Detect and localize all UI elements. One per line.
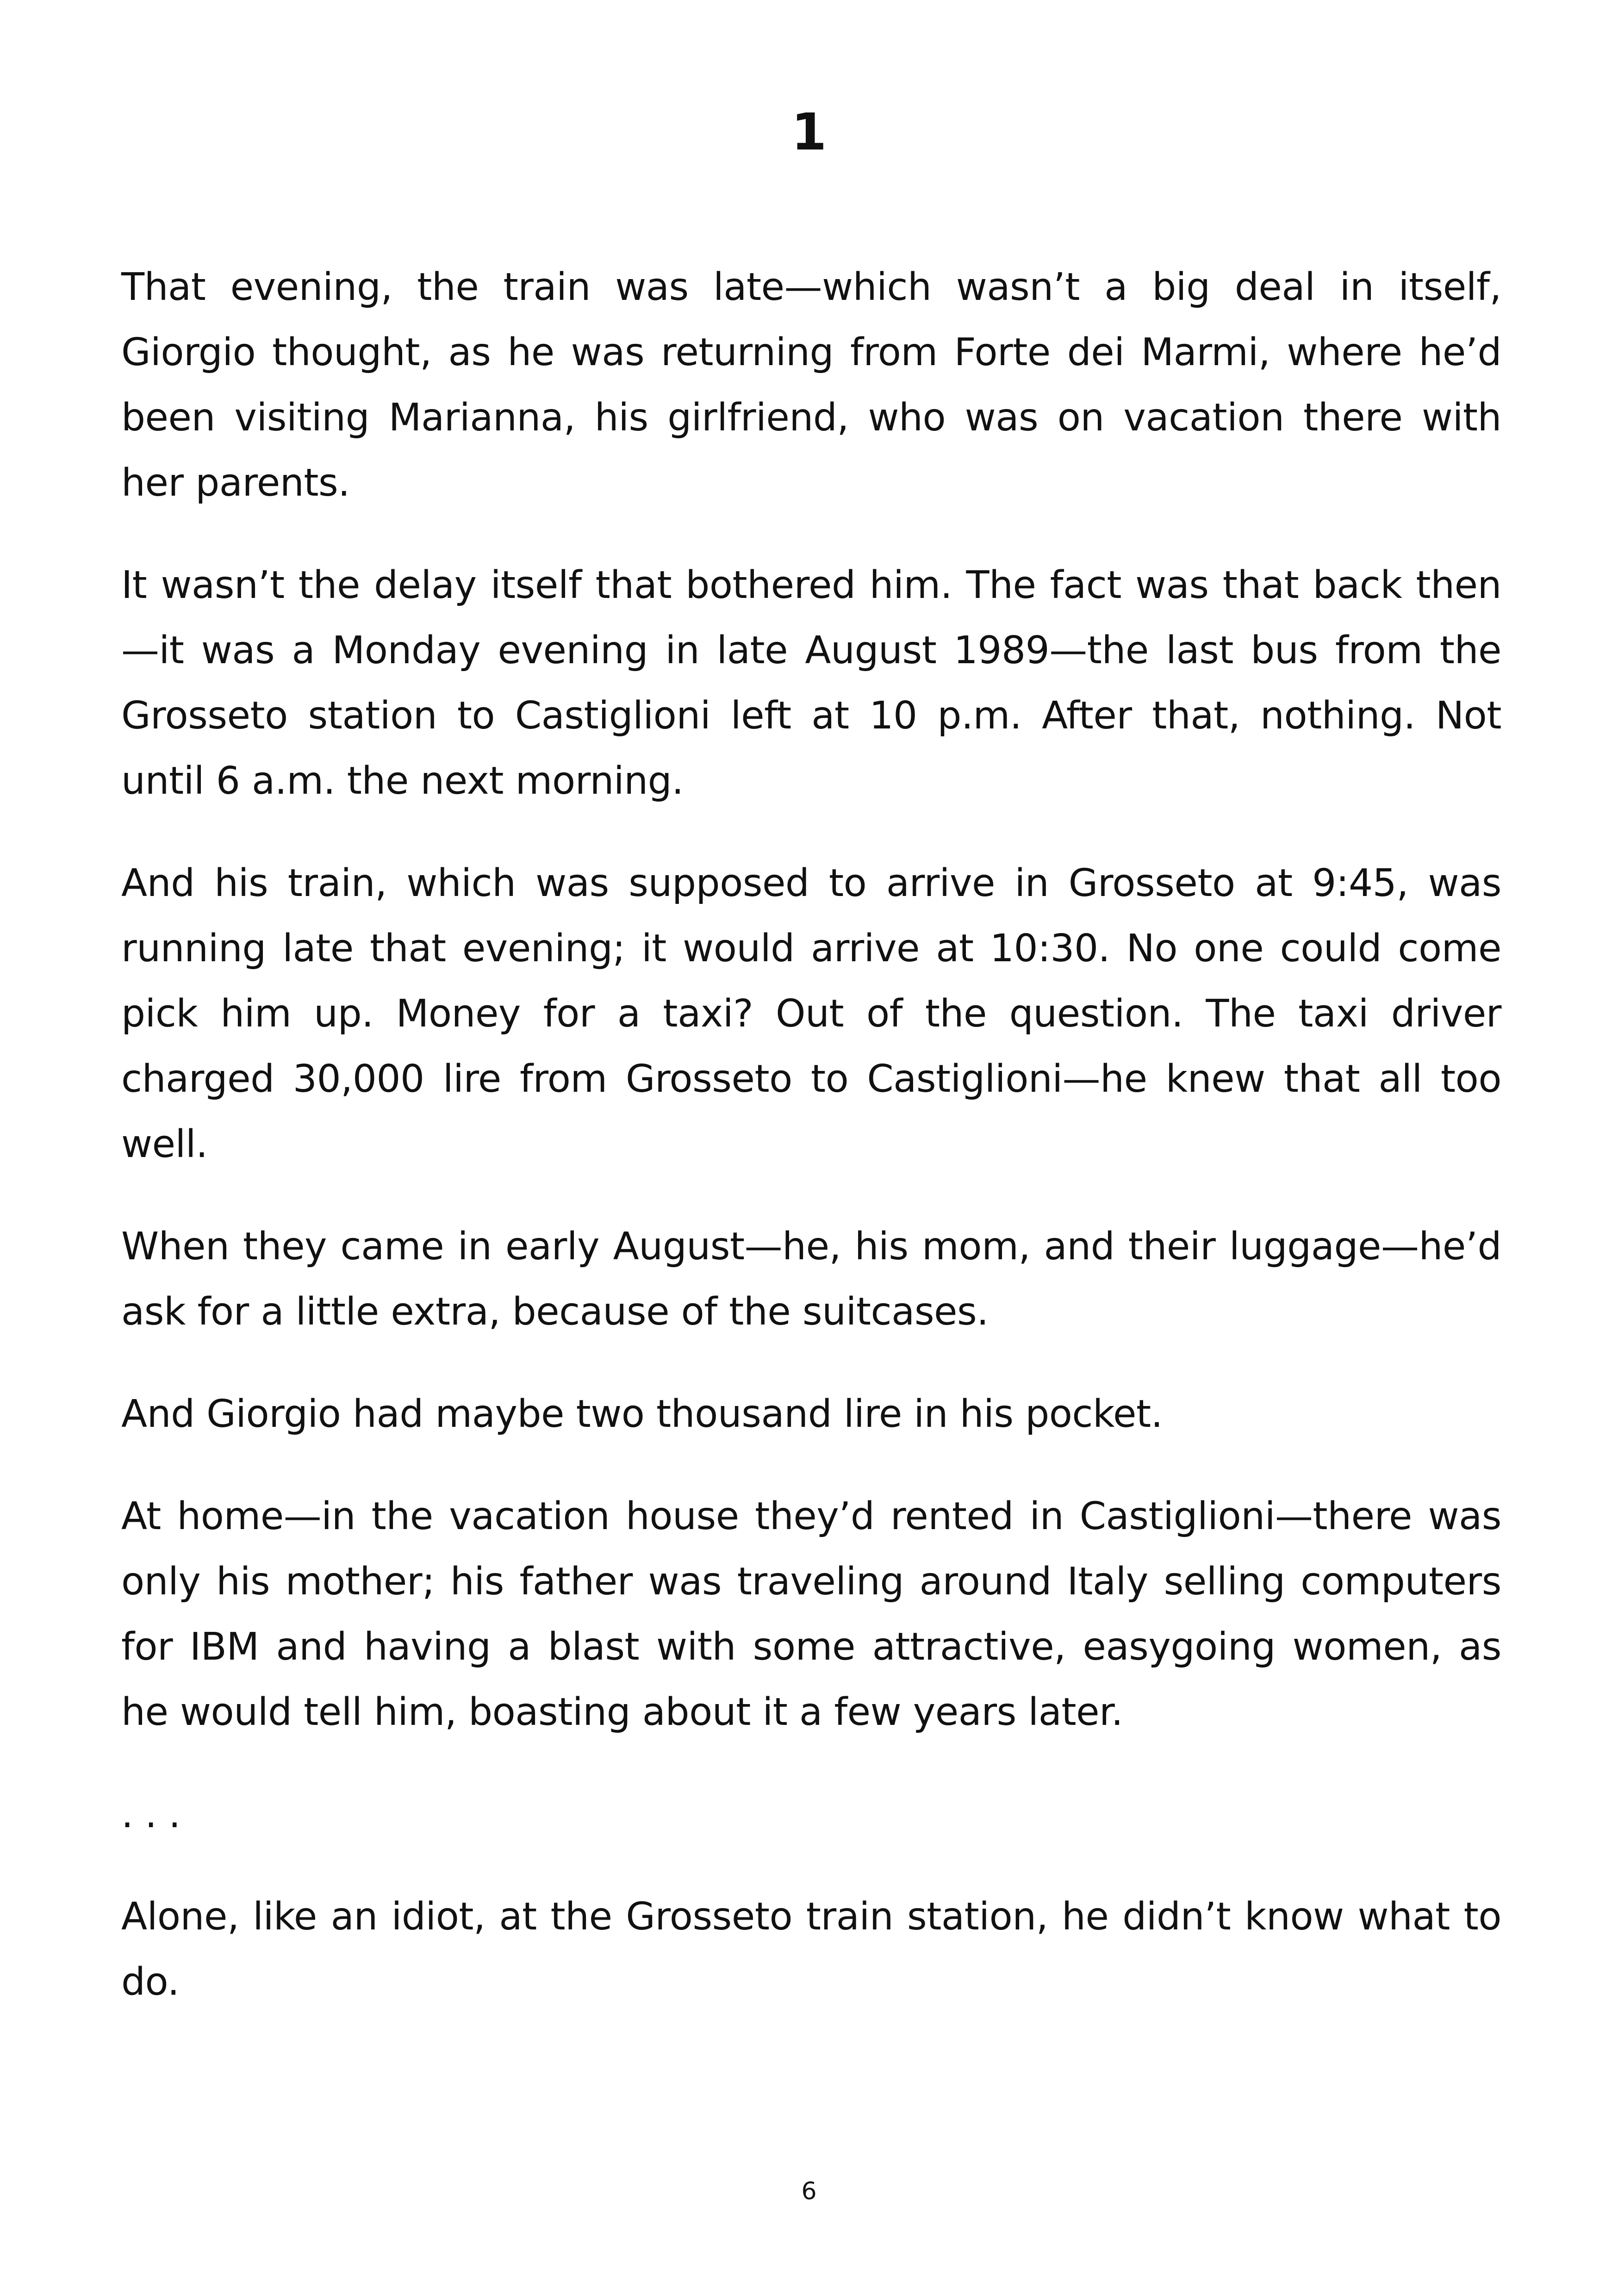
paragraph: It wasn’t the delay itself that bothered him. The fact was that back then—it was a Monday evening in late August 1989—the last bus from the Grosseto station to Castiglioni left at 10 p.m. After that, nothing. Not until 6 a.m. the next morning. bbox=[121, 563, 1501, 803]
paragraph: Alone, like an idiot, at the Grosseto train station, he didn’t know what to do. bbox=[121, 1895, 1501, 2004]
scene-break: . . . bbox=[121, 1792, 180, 1836]
paragraph: When they came in early August—he, his mom, and their luggage—he’d ask for a little extra, because of the suitcases. bbox=[121, 1225, 1501, 1334]
paragraph: That evening, the train was late—which wasn’t a big deal in itself, Giorgio thought, as he was returning from Forte dei Marmi, where he’d been visiting Marianna, his girlfriend, who was on vacation there with her parents. bbox=[121, 265, 1501, 505]
paragraph: And his train, which was supposed to arrive in Grosseto at 9:45, was running late that evening; it would arrive at 10:30. No one could come pick him up. Money for a taxi? Out of the question. The taxi driver charged 30,000 lire from Grosseto to Castiglioni—he knew that all too well. bbox=[121, 861, 1501, 1166]
paragraph: And Giorgio had maybe two thousand lire in his pocket. bbox=[121, 1392, 1163, 1436]
page-number: 6 bbox=[801, 2178, 817, 2205]
chapter-body bbox=[121, 255, 1501, 2052]
paragraph: At home—in the vacation house they’d rented in Castiglioni—there was only his mother; his father was traveling around Italy selling computers for IBM and having a blast with some attractive, easygoing women, as he would tell him, boasting about it a few years later. bbox=[121, 1494, 1501, 1734]
chapter-number: 1 bbox=[791, 102, 827, 162]
